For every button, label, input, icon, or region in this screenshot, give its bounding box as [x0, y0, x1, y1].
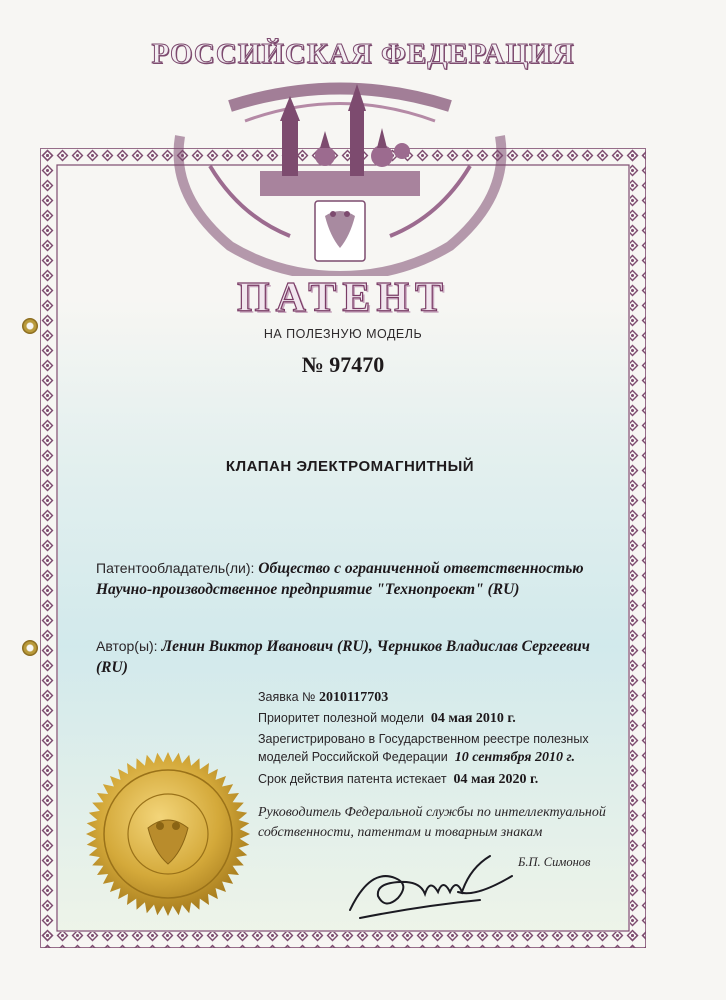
kremlin-emblem-icon	[150, 76, 530, 276]
authors	[96, 636, 616, 678]
signatory-name: Б.П. Симонов	[518, 855, 591, 869]
authors-value: Ленин Виктор Иванович (RU), Черников Владислав Сергеевич (RU)	[96, 638, 590, 676]
signature	[340, 848, 520, 928]
signatory-title: Руководитель Федеральной службы по интеллектуальной собственности, патентам и товарным знакам	[258, 805, 606, 840]
expiry-line	[258, 770, 628, 789]
authors-label: Автор(ы):	[96, 638, 158, 654]
priority-label: Приоритет полезной модели	[258, 711, 424, 725]
expiry-label: Срок действия патента истекает	[258, 772, 447, 786]
registered-label: Зарегистрировано в Государственном реестре полезных моделей Российской Федерации	[258, 732, 589, 764]
patent-heading: ПАТЕНТ	[236, 275, 450, 321]
patent-type: НА ПОЛЕЗНУЮ МОДЕЛЬ	[263, 327, 423, 341]
application-line	[258, 688, 628, 707]
patent-holder-label: Патентообладатель(ли):	[96, 560, 255, 576]
patent-holder-value: Общество с ограниченной ответственностью Научно-производственное предприятие "Технопроект" (RU)	[96, 560, 584, 598]
binder-hole-bottom	[22, 640, 38, 656]
application-label: Заявка №	[258, 690, 316, 704]
registered-date: 10 сентября 2010 г.	[454, 750, 575, 765]
gold-seal-icon	[84, 750, 252, 918]
patent-number: № 97470	[301, 352, 385, 377]
country-name: РОССИЙСКАЯ ФЕДЕРАЦИЯ	[151, 38, 575, 70]
patent-holder	[96, 558, 616, 600]
application-number: 2010117703	[318, 690, 389, 705]
registered-line	[258, 730, 628, 767]
priority-line	[258, 709, 628, 728]
priority-date: 04 мая 2010 г.	[430, 711, 516, 726]
invention-title: КЛАПАН ЭЛЕКТРОМАГНИТНЫЙ	[225, 458, 475, 475]
expiry-date: 04 мая 2020 г.	[453, 772, 539, 787]
